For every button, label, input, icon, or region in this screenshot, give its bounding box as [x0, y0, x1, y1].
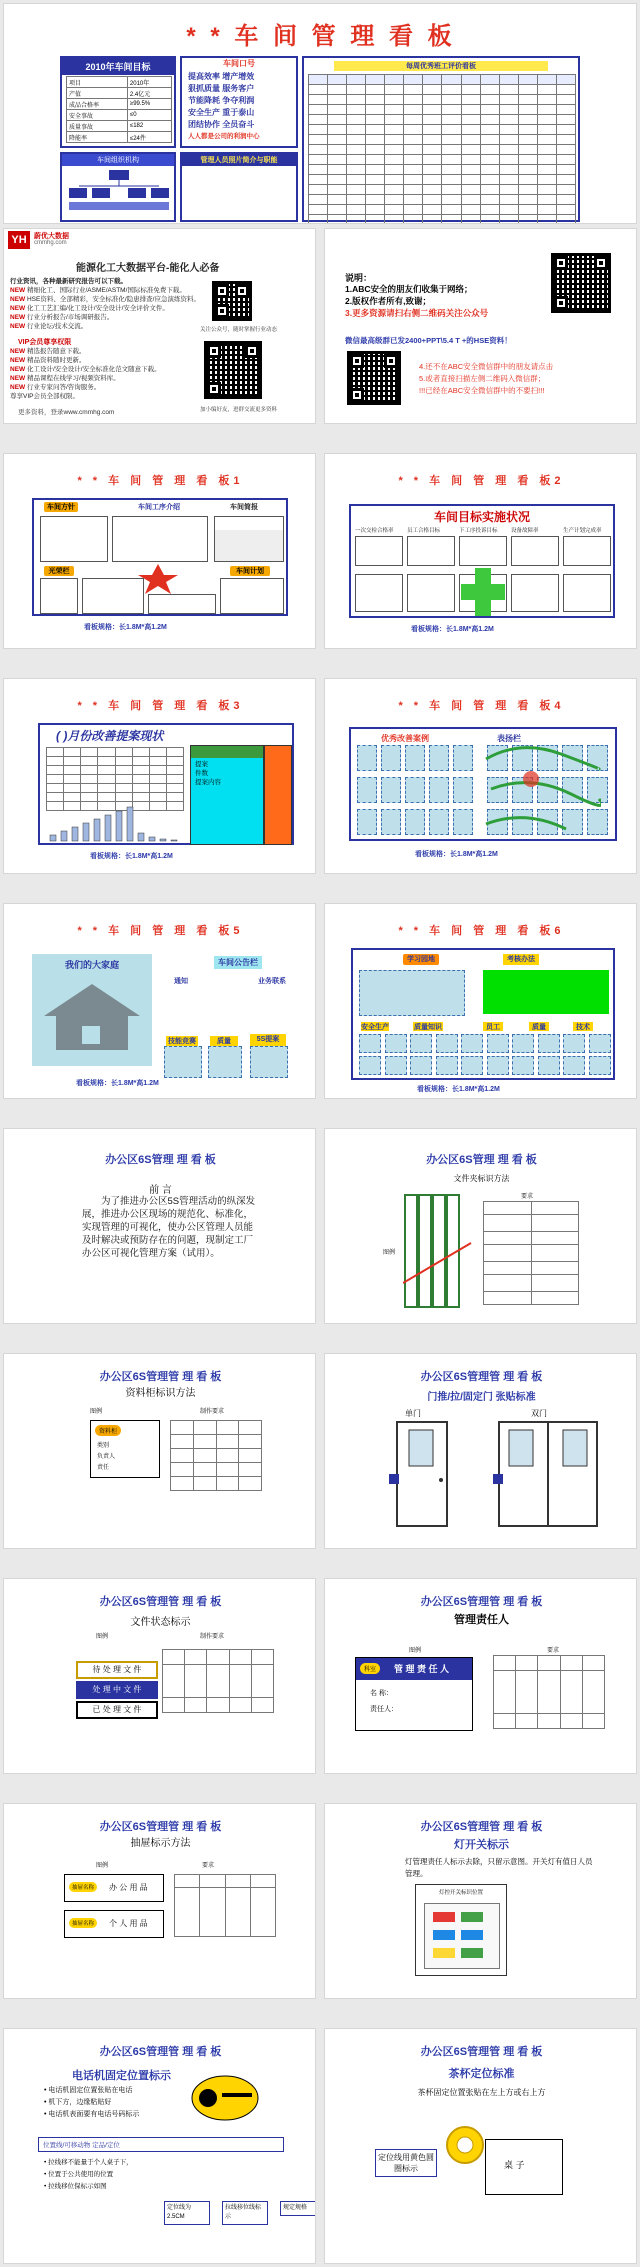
- cabinet-fields: [97, 1441, 115, 1474]
- brand-site: cmmhg.com: [34, 240, 67, 246]
- slide-title: 办公区6S管理管 理 看 板: [99, 1371, 222, 1383]
- double-door-label: 双门: [531, 1409, 547, 1418]
- learn-panel: [359, 970, 465, 1016]
- slide-8: [3, 903, 316, 1099]
- file-state-label: 处 理 中 文 件: [76, 1681, 158, 1699]
- slide-title: 办公区6S管理管 理 看 板: [99, 1821, 222, 1833]
- vip-list: [10, 347, 200, 401]
- double-door-icon: [493, 1420, 603, 1530]
- feature-item: NEW 化工工艺汇编/化工设计/安全设计/安全评价文件。: [10, 305, 169, 312]
- tag-brief: 车间简报: [230, 504, 258, 511]
- target-cell: 安全事故: [67, 110, 128, 121]
- tag-honor: 光荣栏: [44, 566, 74, 576]
- slide-12: [3, 1353, 316, 1549]
- tag-process: 车间工序介绍: [138, 504, 180, 511]
- cable-note: • 拉线移不能量于个人桌子下，: [44, 2159, 133, 2166]
- qr-code-official[interactable]: [551, 253, 611, 313]
- slide-title: 办公区6S管理 理 看 板: [105, 1154, 216, 1166]
- proposal-bar: [127, 807, 133, 841]
- wechat-note: 4.还不在ABC安全微信群中的朋友请点击: [419, 362, 554, 371]
- qr2-caption: 加小编好友，进群交流更多资料: [200, 407, 278, 413]
- slide-5: [324, 453, 637, 649]
- dept-badge: 科室: [360, 1663, 380, 1674]
- slide-title: * * 车 间 管 理 看 板5: [77, 925, 244, 937]
- section-sub: 茶杯定位标准: [448, 2068, 515, 2080]
- section-sub: 管理责任人: [454, 1614, 509, 1626]
- notice-item: 2.版权作者所有,致谢；: [345, 296, 431, 306]
- photo-panel: [180, 152, 298, 222]
- slide-title: 办公区6S管理管 理 看 板: [99, 2046, 222, 2058]
- family-head: 我们的大家庭: [64, 960, 119, 970]
- proposal-bar: [116, 811, 122, 841]
- drawer-label: [64, 1874, 164, 1902]
- card-head: 管 理 责 任 人: [394, 1664, 450, 1674]
- target-table: [66, 76, 172, 143]
- tag-5s: 5S提案: [250, 1034, 286, 1046]
- tag-quality-know: 质量知识: [414, 1024, 442, 1031]
- drawer-name: 办 公 用 品: [109, 1883, 148, 1892]
- file-state-label: 待 处 理 文 件: [76, 1661, 158, 1679]
- slide-18: [3, 2028, 316, 2264]
- req-label: 要求: [202, 1863, 215, 1869]
- target-cell: 产值: [67, 88, 128, 99]
- drawer-name: 个 人 用 品: [109, 1919, 148, 1928]
- evaluation-grid: [308, 74, 576, 224]
- slide-title: 办公区6S管理 理 看 板: [426, 1154, 537, 1166]
- slide-11: [324, 1128, 637, 1324]
- slide-1: [3, 3, 637, 224]
- vip-item: NEW 行业专家问答/咨询服务。: [10, 384, 101, 391]
- slogan-head: 车间口号: [223, 59, 255, 68]
- tag-notice: 通知: [174, 978, 188, 985]
- cup-body: 茶杯固定位置张贴在左上方或右上方: [417, 2088, 546, 2097]
- notice-item: 1.ABC安全的朋友们收集于网络；: [345, 284, 473, 294]
- make-table: [170, 1420, 262, 1491]
- brand-logo: YH: [8, 231, 30, 249]
- slide-title: 办公区6S管理管 理 看 板: [420, 1596, 543, 1608]
- legend-label: 图例: [409, 1648, 422, 1654]
- board-4: [349, 727, 617, 841]
- proposal-bar: [149, 837, 155, 841]
- slide-title: * * 车 间 管 理 看 板6: [398, 925, 565, 937]
- section-sub: 文件状态标示: [130, 1617, 191, 1628]
- switch-panel: [415, 1884, 507, 1976]
- phone-bullet: • 机下方，边缘粘贴好: [44, 2099, 112, 2106]
- board-head: ( )月份改善提案现状: [56, 729, 164, 743]
- mini-label: 规定规格: [280, 2201, 316, 2216]
- page-title: * * 车 间 管 理 看 板: [186, 23, 456, 50]
- tag-praise: 表扬栏: [497, 734, 521, 743]
- target-cell: ≤0: [127, 110, 171, 121]
- slogan-item: 团结协作 全员奋斗: [188, 120, 255, 129]
- tag-staff: 员工: [483, 1022, 503, 1031]
- goal-column-label: 设备故障率: [511, 528, 539, 534]
- desk-label: 桌 子: [504, 2160, 525, 2170]
- board-size: 看板规格：长1.8M*高1.2M: [415, 851, 498, 858]
- board-1: [32, 498, 288, 616]
- file-state-label: 已 处 理 文 件: [76, 1701, 158, 1719]
- proposal-side-label: 提案: [195, 761, 208, 768]
- slide-17: [324, 1803, 637, 1999]
- wechat-line: 微信最高级群已发2400+PPT\5.4 T +的HSE资料！: [345, 336, 512, 345]
- slide-9: [324, 903, 637, 1099]
- notice-label: 说明：: [345, 273, 373, 283]
- board-size: 看板规格：长1.8M*高1.2M: [76, 1080, 159, 1087]
- board-size: 看板规格：长1.8M*高1.2M: [84, 624, 167, 631]
- vip-item: NEW 精选报告随意下载。: [10, 348, 86, 355]
- headline: 能源化工大数据平台-能化人必备: [76, 263, 220, 274]
- position-row: 位置线/可移动物 定品/定位: [38, 2137, 284, 2152]
- legend-label: 图例: [96, 1634, 109, 1640]
- mini-label: 定位线为2.5CM: [164, 2201, 210, 2225]
- vip-item: NEW 化工设计/安全设计/安全标准化范文随意下载。: [10, 366, 161, 373]
- house-icon: [42, 982, 142, 1052]
- vine-decoration: [481, 739, 601, 839]
- cable-note: • 拉线移位保标示如图: [44, 2183, 107, 2190]
- org-panel: [60, 152, 176, 222]
- tag-safety: 安全生产: [361, 1024, 389, 1031]
- legend-label: 图例: [96, 1863, 109, 1869]
- board-6: [351, 948, 615, 1080]
- cup-tag: 定位线用黄色圆圈标示: [375, 2149, 437, 2177]
- tag-assess: 考核办法: [503, 954, 539, 965]
- footer: 更多资料，登录www.cmmhg.com: [18, 409, 115, 416]
- proposal-bar: [50, 835, 56, 841]
- feature-item: NEW 精细化工、国际行业/ASME/ASTM/国际标准免费下载。: [10, 287, 186, 294]
- board-size: 看板规格：长1.8M*高1.2M: [90, 853, 173, 860]
- mini-label: 拉线移位线标示: [222, 2201, 268, 2225]
- req-label: 要求: [547, 1648, 560, 1654]
- slide-title: 办公区6S管理管 理 看 板: [420, 1821, 543, 1833]
- proposal-bar: [72, 827, 78, 841]
- proposal-grid: [46, 747, 184, 811]
- tag-policy: 车间方针: [44, 502, 78, 512]
- notice-head: 车间公告栏: [214, 956, 262, 969]
- notice-list: [345, 283, 545, 319]
- slide-3: [324, 228, 637, 424]
- org-head: 车间组织机构: [62, 154, 174, 166]
- slogan-item: 狠抓质量 服务客户: [188, 84, 255, 93]
- wechat-note: 5.或者直接扫描左侧二维码入微信群；: [419, 374, 546, 383]
- phone-bullet: • 电话机表面要有电话号码标示: [44, 2111, 140, 2118]
- binders-illustration: [403, 1193, 473, 1313]
- cup-circle-icon: [445, 2125, 485, 2165]
- vip-head: VIP会员尊享权限: [18, 339, 72, 346]
- tag-liaison: 业务联系: [258, 978, 286, 985]
- requirements-table: [483, 1201, 579, 1305]
- 5s-star-icon: [138, 564, 178, 594]
- target-cell: ≥99.5%: [127, 99, 171, 110]
- proposal-bar: [83, 823, 89, 841]
- preface-body: 为了推进办公区5S管理活动的纵深发展，推进办公区现场的规范化、标准化，实现管理的可视化，使办公区管理人员能及时解决或预防存在的问题，现制定工厂办公区可视化管理方案（试用）。: [82, 1196, 256, 1259]
- proposal-side-label: 提案内容: [195, 779, 221, 786]
- proposal-bar: [105, 815, 111, 841]
- notice-item: 3.更多资源请扫右侧二维码关注公众号: [345, 308, 489, 318]
- tag-skill: 技能竞赛: [168, 1038, 196, 1045]
- board-3: [38, 723, 294, 845]
- slide-title: 办公区6S管理管 理 看 板: [420, 1371, 543, 1383]
- tag-plan: 车间计划: [230, 566, 270, 576]
- tag-quality: 质量: [210, 1036, 238, 1046]
- target-cell: 质量事故: [67, 121, 128, 132]
- green-cross-icon: [461, 568, 505, 616]
- goal-column-label: 生产计划完成率: [563, 528, 602, 534]
- vip-item: NEW 精品课程在线学习/视频资料库。: [10, 375, 120, 382]
- target-cell: 2.4亿元: [127, 88, 171, 99]
- target-cell: 成品合格率: [67, 99, 128, 110]
- card-field: 责任人：: [370, 1706, 398, 1713]
- goal-column-label: 一次交检合格率: [355, 528, 394, 534]
- tag-learn: 学习园地: [403, 954, 439, 965]
- proposal-highlight: [264, 745, 292, 845]
- board-size: 看板规格：长1.8M*高1.2M: [417, 1086, 500, 1093]
- proposal-bar: [138, 833, 144, 841]
- slide-title: * * 车 间 管 理 看 板2: [398, 475, 565, 487]
- cable-note: • 位置于公共使用的位置: [44, 2171, 114, 2178]
- board-head: 车间目标实施状况: [433, 510, 530, 524]
- phone-bullet: • 电话机固定位置张贴在电话: [44, 2087, 133, 2094]
- qr-code-editor[interactable]: [204, 341, 262, 399]
- section-sub: 灯开关标示: [454, 1839, 509, 1851]
- target-cell: 降能率: [67, 132, 128, 143]
- slide-4: [3, 453, 316, 649]
- desk-box: [485, 2139, 563, 2195]
- feature-item: 行业资讯，各种最新研究报告可以下载。: [10, 278, 127, 285]
- qr-code-wechat-group[interactable]: [347, 351, 401, 405]
- phone-bullets: [44, 2085, 139, 2121]
- proposal-bar: [160, 839, 166, 841]
- proposal-bar: [61, 831, 67, 841]
- cabinet-tag: 资料柜: [95, 1425, 121, 1436]
- org-chart: [64, 168, 174, 218]
- section-sub: 门推/拉/固定门 张贴标准: [427, 1392, 536, 1403]
- slogan-item: 人人都是公司的利润中心: [188, 133, 260, 140]
- slogan-panel: [180, 56, 298, 148]
- section-sub: 资料柜标识方法: [125, 1388, 196, 1399]
- brand-name: 蔚优大数据: [34, 233, 69, 240]
- target-cell: ≤24件: [127, 132, 171, 143]
- cabinet-label: [90, 1420, 160, 1478]
- proposal-side: [190, 745, 264, 845]
- card-field: 名 称：: [370, 1690, 393, 1697]
- card-fields: [356, 1680, 472, 1724]
- phone-sign-icon: [190, 2073, 260, 2123]
- make-label: 制作要求: [200, 1634, 225, 1640]
- slide-title: 办公区6S管理管 理 看 板: [99, 1596, 222, 1608]
- cabinet-field: 责任: [97, 1465, 110, 1471]
- photo-head: 管理人员照片简介与职能: [182, 154, 296, 166]
- eval-head: 每周优秀班工评价看板: [334, 61, 548, 71]
- slide-title: * * 车 间 管 理 看 板1: [77, 475, 244, 487]
- cabinet-field: 类别: [97, 1443, 110, 1449]
- slide-16: [3, 1803, 316, 1999]
- qr-code-public[interactable]: [212, 281, 252, 321]
- wechat-notes: [419, 361, 634, 397]
- feature-item: NEW 行业论坛/技术交流。: [10, 323, 88, 330]
- goal-column-label: 下工序投诉目标: [459, 528, 498, 534]
- slogan-item: 提高效率 增产增效: [188, 72, 255, 81]
- slide-title: * * 车 间 管 理 看 板4: [398, 700, 565, 712]
- slide-6: [3, 678, 316, 874]
- drawer-badge: 抽屉名称: [69, 1918, 97, 1928]
- vip-item: 尊享VIP会员全部权限。: [10, 393, 79, 400]
- legend-label: 图例: [90, 1409, 103, 1415]
- qr1-caption: 关注公众号，随时掌握行业动态: [200, 327, 278, 333]
- preface-head: 前 言: [149, 1185, 172, 1196]
- tag-case: 优秀改善案例: [381, 734, 429, 743]
- tag-tech: 技术: [573, 1022, 593, 1031]
- feature-item: NEW 行业分析报告/市场调研报告。: [10, 314, 114, 321]
- slide-14: [3, 1578, 316, 1774]
- feature-list: [10, 277, 200, 331]
- single-door-label: 单门: [405, 1409, 421, 1418]
- slide-15: [324, 1578, 637, 1774]
- target-head: 2010年车间目标: [62, 58, 174, 75]
- slogan-item: 节能降耗 争夺利润: [188, 96, 255, 105]
- req-table: [493, 1655, 605, 1729]
- target-cell: 项目: [67, 77, 128, 88]
- make-label: 制作要求: [200, 1409, 225, 1415]
- evaluation-panel: [302, 56, 580, 222]
- drawer-badge: 抽屉名称: [69, 1882, 97, 1892]
- proposal-bar: [171, 840, 177, 841]
- target-panel: [60, 56, 176, 148]
- assess-panel: [483, 970, 609, 1014]
- feature-item: NEW HSE资料、全部精彩，安全标准化/隐患排查/应急演练资料。: [10, 296, 200, 303]
- section-sub: 电话机固定位置标示: [72, 2070, 171, 2082]
- responsible-card: [355, 1657, 473, 1731]
- switch-body: 灯管理责任人标示去除，只留示意图。开关灯有值日人员管理。: [405, 1857, 593, 1878]
- target-cell: ≤182: [127, 121, 171, 132]
- req-table: [174, 1874, 276, 1937]
- slide-7: [324, 678, 637, 874]
- wechat-note: !!!已经在ABC安全微信群中的不要扫!!!: [419, 386, 545, 395]
- board-2: [349, 504, 615, 618]
- proposal-bar: [94, 819, 100, 841]
- slide-2: [3, 228, 316, 424]
- slogan-list: [182, 69, 296, 145]
- vip-item: NEW 精品资料随时更新。: [10, 357, 86, 364]
- single-door-icon: [387, 1420, 457, 1530]
- cabinet-field: 负责人: [97, 1454, 116, 1460]
- proposal-bars: [46, 805, 184, 843]
- slide-19: [324, 2028, 637, 2264]
- board-size: 看板规格：长1.8M*高1.2M: [411, 626, 494, 633]
- section-sub: 抽屉标示方法: [130, 1838, 191, 1849]
- cable-notes: [44, 2157, 133, 2193]
- slide-title: * * 车 间 管 理 看 板3: [77, 700, 244, 712]
- target-cell: 2010年: [127, 77, 171, 88]
- drawer-label: [64, 1910, 164, 1938]
- legend-label: 图例: [383, 1250, 396, 1256]
- slogan-item: 安全生产 重于泰山: [188, 108, 255, 117]
- slide-13: [324, 1353, 637, 1549]
- make-table: [162, 1649, 274, 1713]
- family-panel: [32, 954, 152, 1066]
- tag-quality2: 质量: [529, 1022, 549, 1031]
- req-label: 要求: [521, 1194, 534, 1200]
- goal-column-label: 员工合格目标: [407, 528, 441, 534]
- slide-10: [3, 1128, 316, 1324]
- section-sub: 文件夹标识方法: [453, 1174, 510, 1183]
- slide-title: 办公区6S管理管 理 看 板: [420, 2046, 543, 2058]
- proposal-side-label: 件数: [195, 770, 208, 777]
- panel-label: 灯控开关标识位置: [438, 1890, 483, 1896]
